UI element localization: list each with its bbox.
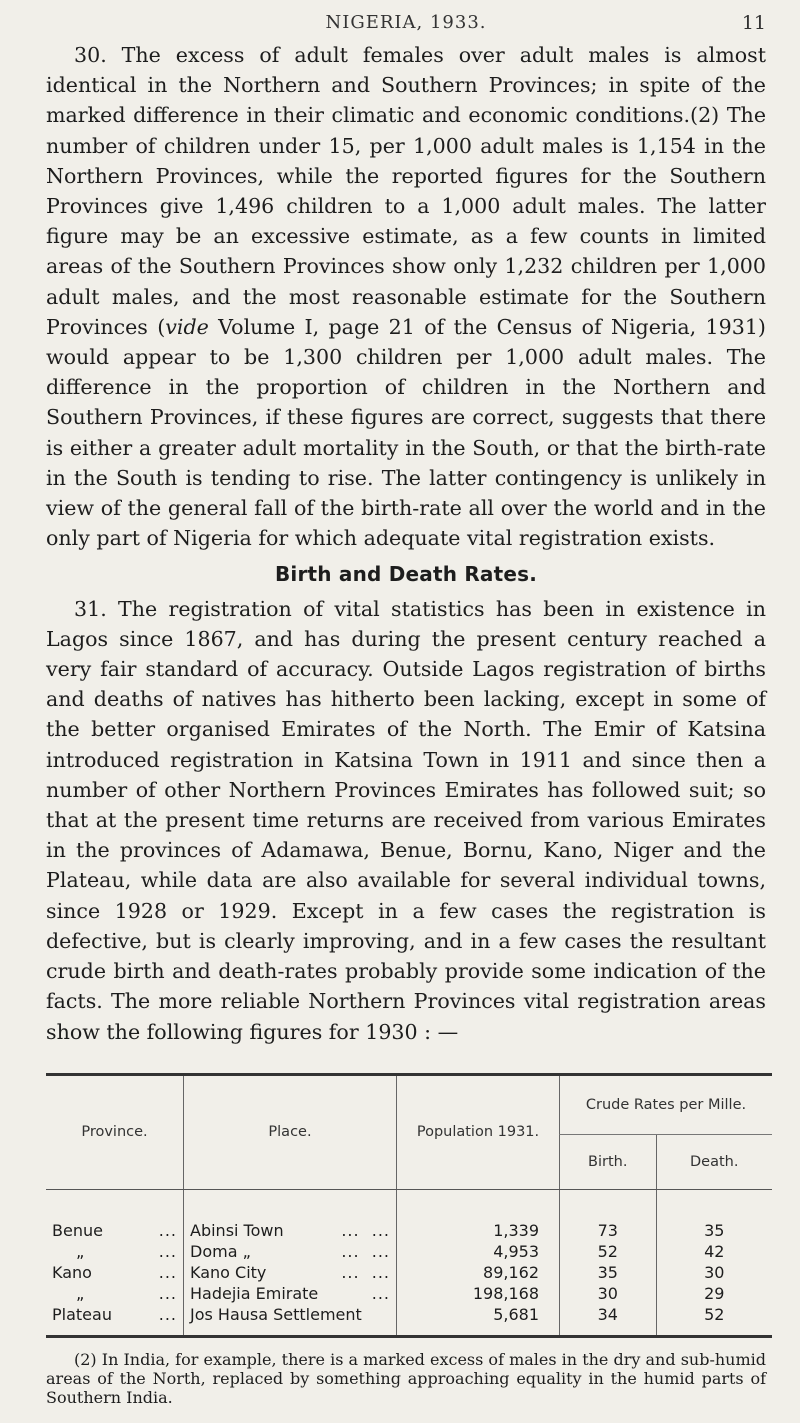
table-row bbox=[46, 1262, 772, 1283]
cell-population: 198,168 bbox=[397, 1283, 560, 1304]
paragraph-31: 31. The registration of vital statistics has been in existence in Lagos since 1867, and has during the present century reached a very fair standard of accuracy. Outside Lagos registration of births and deaths of natives has hitherto been lacking, except in some of the better organised Emirates of the North. The Emir of Katsina introduced registration in Katsina Town in 1911 and since then a number of other Northern Provinces Emirates has followed suit; so that at the present time returns are received from various Emirates in the provinces of Adamawa, Benue, Bornu, Kano, Niger and the Plateau, while data are also available for several individual towns, since 1928 or 1929. Except in a few cases the registration is defective, but is clearly improving, and in a few cases the resultant crude birth and death-rates probably provide some indication of the facts. The more reliable Northern Provinces vital registration areas show the following figures for 1930 : — bbox=[46, 596, 766, 1044]
cell-population: 4,953 bbox=[397, 1241, 560, 1262]
cell-population: 5,681 bbox=[397, 1304, 560, 1337]
cell-place: Jos Hausa Settlement bbox=[184, 1304, 397, 1337]
cell-death: 52 bbox=[656, 1304, 772, 1337]
header-crude-rates: Crude Rates per Mille. bbox=[560, 1074, 773, 1134]
vital-statistics-table bbox=[46, 1073, 772, 1338]
cell-birth: 35 bbox=[560, 1262, 657, 1283]
table-row bbox=[46, 1189, 772, 1241]
table-row bbox=[46, 1241, 772, 1262]
header-death: Death. bbox=[656, 1134, 772, 1189]
document-page bbox=[46, 0, 766, 1423]
cell-birth: 52 bbox=[560, 1241, 657, 1262]
paragraph-30-vide: vide bbox=[165, 314, 209, 339]
cell-population: 1,339 bbox=[397, 1189, 560, 1241]
body-text bbox=[46, 40, 766, 1047]
cell-province: „ ... bbox=[76, 1283, 177, 1303]
cell-population: 89,162 bbox=[397, 1262, 560, 1283]
header-province: Province. bbox=[46, 1074, 184, 1189]
page-number: 11 bbox=[741, 12, 766, 34]
cell-place: Abinsi Town ... ... bbox=[184, 1189, 397, 1241]
header-place: Place. bbox=[184, 1074, 397, 1189]
cell-place: Doma „ ... ... bbox=[184, 1241, 397, 1262]
cell-province: Benue ... bbox=[52, 1220, 177, 1240]
paragraph-30 bbox=[46, 40, 766, 553]
cell-place: Hadejia Emirate ... bbox=[184, 1283, 397, 1304]
cell-birth: 34 bbox=[560, 1304, 657, 1337]
cell-birth: 30 bbox=[560, 1283, 657, 1304]
cell-birth: 73 bbox=[560, 1189, 657, 1241]
paragraph-30-part-1: 30. The excess of adult females over adult males is almost identical in the Northern and Southern Provinces; in spite of the marked difference in their climatic and economic conditions.(2) The number of children under 15, per 1,000 adult males is 1,154 in the Northern Provinces, while the reported figures for the Southern Provinces give 1,496 children to a 1,000 adult males. The latter figure may be an excessive estimate, as a few counts in limited areas of the Southern Provinces show only 1,232 children per 1,000 adult males, and the most reasonable estimate for the Southern Provinces ( bbox=[46, 43, 766, 339]
cell-province: Plateau ... bbox=[46, 1304, 184, 1337]
paragraph-30-part-2: Volume I, page 21 of the Census of Nigeria, 1931) would appear to be 1,300 children per 1,000 adult males. The difference in the proportion of children in the Northern and Southern Provinces, if these figures are correct, suggests that there is either a greater adult mortality in the South, or that the birth-rate in the South is tending to rise. The latter contingency is unlikely in view of the general fall of the birth-rate all over the world and in the only part of Nigeria for which adequate vital registration exists. bbox=[46, 314, 766, 551]
table-row bbox=[46, 1283, 772, 1304]
section-heading: Birth and Death Rates. bbox=[274, 562, 538, 587]
cell-death: 35 bbox=[656, 1189, 772, 1241]
cell-death: 42 bbox=[656, 1241, 772, 1262]
cell-province: Kano ... bbox=[52, 1262, 177, 1282]
cell-death: 30 bbox=[656, 1262, 772, 1283]
header-population: Population 1931. bbox=[397, 1074, 560, 1189]
cell-place: Kano City ... ... bbox=[184, 1262, 397, 1283]
footnote: (2) In India, for example, there is a marked excess of males in the dry and sub-humid areas of the North, replaced by something approaching equality in the humid parts of Southern India. bbox=[46, 1349, 766, 1407]
running-title: NIGERIA, 1933. bbox=[325, 12, 487, 33]
table-row bbox=[46, 1304, 772, 1337]
running-head bbox=[46, 0, 766, 40]
header-birth: Birth. bbox=[560, 1134, 657, 1189]
cell-death: 29 bbox=[656, 1283, 772, 1304]
cell-province: „ ... bbox=[76, 1241, 177, 1261]
